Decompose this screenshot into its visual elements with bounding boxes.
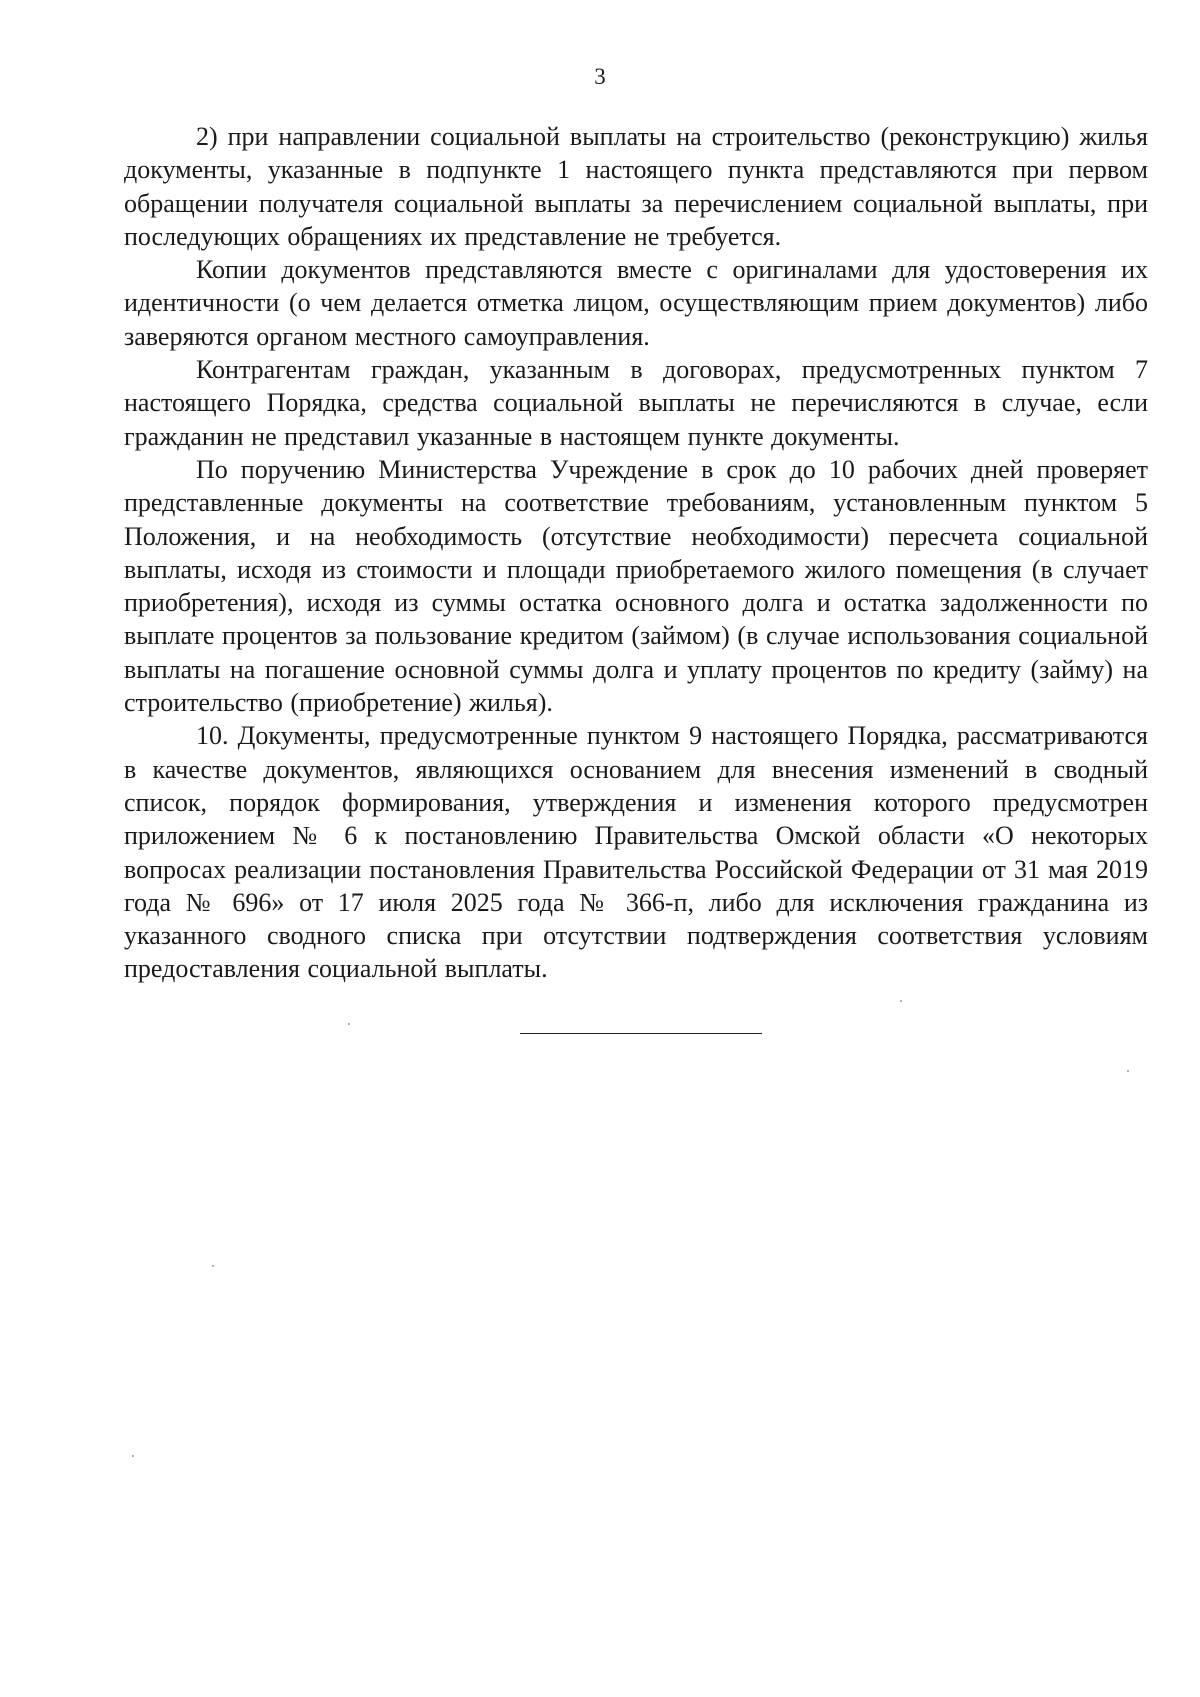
paragraph-subitem-2: 2) при направлении социальной выплаты на строительство (реконструкцию) жилья документы, указанные в подпункте 1 настоящего пункта представляются при первом обращении получателя социальной выплаты за перечислением социальной выплаты, при последующих обращениях их представление не требуется. — [124, 122, 1148, 251]
page-number: 3 — [594, 64, 606, 89]
scan-speck — [900, 1000, 902, 1002]
paragraph-ministry-verification: По поручению Министерства Учреждение в срок до 10 рабочих дней проверяет представленные документы на соответствие требованиям, установленным пунктом 5 Положения, и на необходимость (отсутствие необходимости) пересчета социальной выплаты, исходя из стоимости и площади приобретаемого жилого помещения (в случает приобретения), исходя из суммы остатка основного долга и остатка задолженности по выплате процентов за пользование кредитом (займом) (в случае использования социальной выплаты на погашение основной суммы долга и уплату процентов по кредиту (займу) на строительство (приобретение) жилья). — [124, 454, 1148, 718]
scan-speck — [132, 1455, 134, 1457]
end-of-text-rule — [520, 1033, 762, 1034]
paragraph-document-copies: Копии документов представляются вместе с оригиналами для удостоверения их идентичности (о чем делается отметка лицом, осуществляющим прием документов) либо заверяются органом местного самоуправления. — [124, 255, 1148, 351]
scan-speck — [212, 1265, 214, 1267]
document-body — [124, 120, 1148, 986]
scan-speck — [1127, 1070, 1129, 1072]
paragraph-item-10: 10. Документы, предусмотренные пунктом 9 настоящего Порядка, рассматриваются в качестве документов, являющихся основанием для внесения изменений в сводный список, порядок формирования, утверждения и изменения которого предусмотрен приложением № 6 к постановлению Правительства Омской области «О некоторых вопросах реализации постановления Правительства Российской Федерации от 31 мая 2019 года № 696» от 17 июля 2025 года № 366-п, либо для исключения гражданина из указанного сводного списка при отсутствии подтверждения соответствия условиям предоставления социальной выплаты. — [124, 721, 1148, 984]
paragraph-contractors: Контрагентам граждан, указанным в договорах, предусмотренных пунктом 7 настоящего Порядка, средства социальной выплаты не перечисляются в случае, если гражданин не представил указанные в настоящем пункте документы. — [124, 355, 1148, 451]
scan-speck — [348, 1023, 350, 1025]
